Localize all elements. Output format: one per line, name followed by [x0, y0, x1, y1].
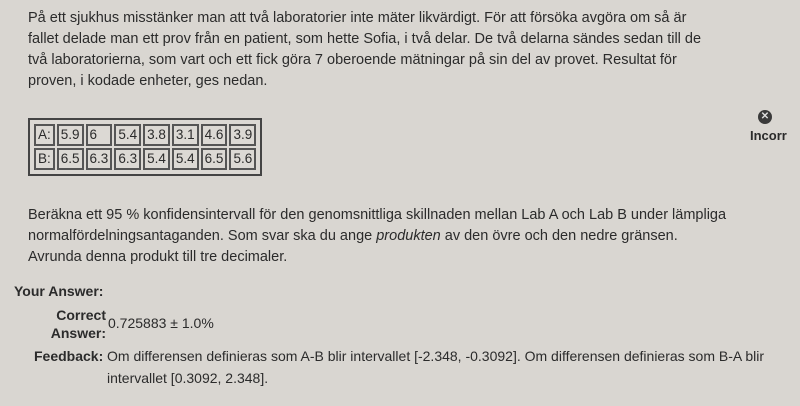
table-cell: 3.9 — [229, 124, 256, 146]
question-text: På ett sjukhus misstänker man att två laboratorier inte mäter likvärdigt. För att försöka avgöra om så är fallet delade man ett prov från en patient, som hette Sofia, i två delar. De två delarna sändes sedan till de två laboratorierna, som vart och ett fick göra 7 oberoende mätningar på sin del av provet. Resultat för proven, i kodade enheter, ges nedan. — [28, 10, 702, 89]
table-cell: 4.6 — [201, 124, 228, 146]
task-text-part2: av den övre och den nedre gränsen. Avrunda denna produkt till tre decimaler. — [28, 228, 678, 265]
result-status — [750, 110, 800, 143]
task-text — [28, 205, 728, 268]
table-cell: 3.1 — [172, 124, 199, 146]
correct-label-line2: Answer: — [50, 325, 106, 341]
table-cell: 5.4 — [172, 148, 199, 170]
table-cell: 6 — [86, 124, 113, 146]
row-label: A: — [34, 124, 55, 146]
status-label: Incorr — [750, 128, 787, 143]
x-circle-icon: ✕ — [758, 110, 772, 124]
correct-label-line1: Correct — [56, 307, 106, 323]
your-answer-label: Your Answer: — [14, 283, 104, 299]
feedback-text: Om differensen definieras som A-B blir intervallet [-2.348, -0.3092]. Om differensen definieras som B-A blir intervallet [0.3092, 2.348]. — [107, 348, 765, 386]
table-cell: 5.4 — [114, 124, 141, 146]
correct-answer-label — [30, 306, 106, 342]
table-row-a — [34, 124, 256, 146]
table-cell: 3.8 — [143, 124, 170, 146]
task-text-part1: Beräkna ett 95 % konfidensintervall för den genomsnittliga skillnaden mellan Lab A och Lab B under lämpliga normalfördelningsantaganden. Som svar ska du ange — [28, 207, 727, 244]
task-emphasis: produkten — [376, 228, 441, 244]
measurement-table — [28, 118, 262, 176]
table-cell: 6.5 — [201, 148, 228, 170]
table-cell: 5.9 — [57, 124, 84, 146]
table-cell: 5.4 — [143, 148, 170, 170]
correct-answer-value: 0.725883 ± 1.0% — [108, 315, 214, 331]
table-cell: 5.6 — [229, 148, 256, 170]
table-cell: 6.3 — [114, 148, 141, 170]
feedback-label: Feedback: — [34, 348, 104, 364]
table-cell: 6.3 — [86, 148, 113, 170]
table-cell: 6.5 — [57, 148, 84, 170]
row-label: B: — [34, 148, 55, 170]
table-row-b — [34, 148, 256, 170]
